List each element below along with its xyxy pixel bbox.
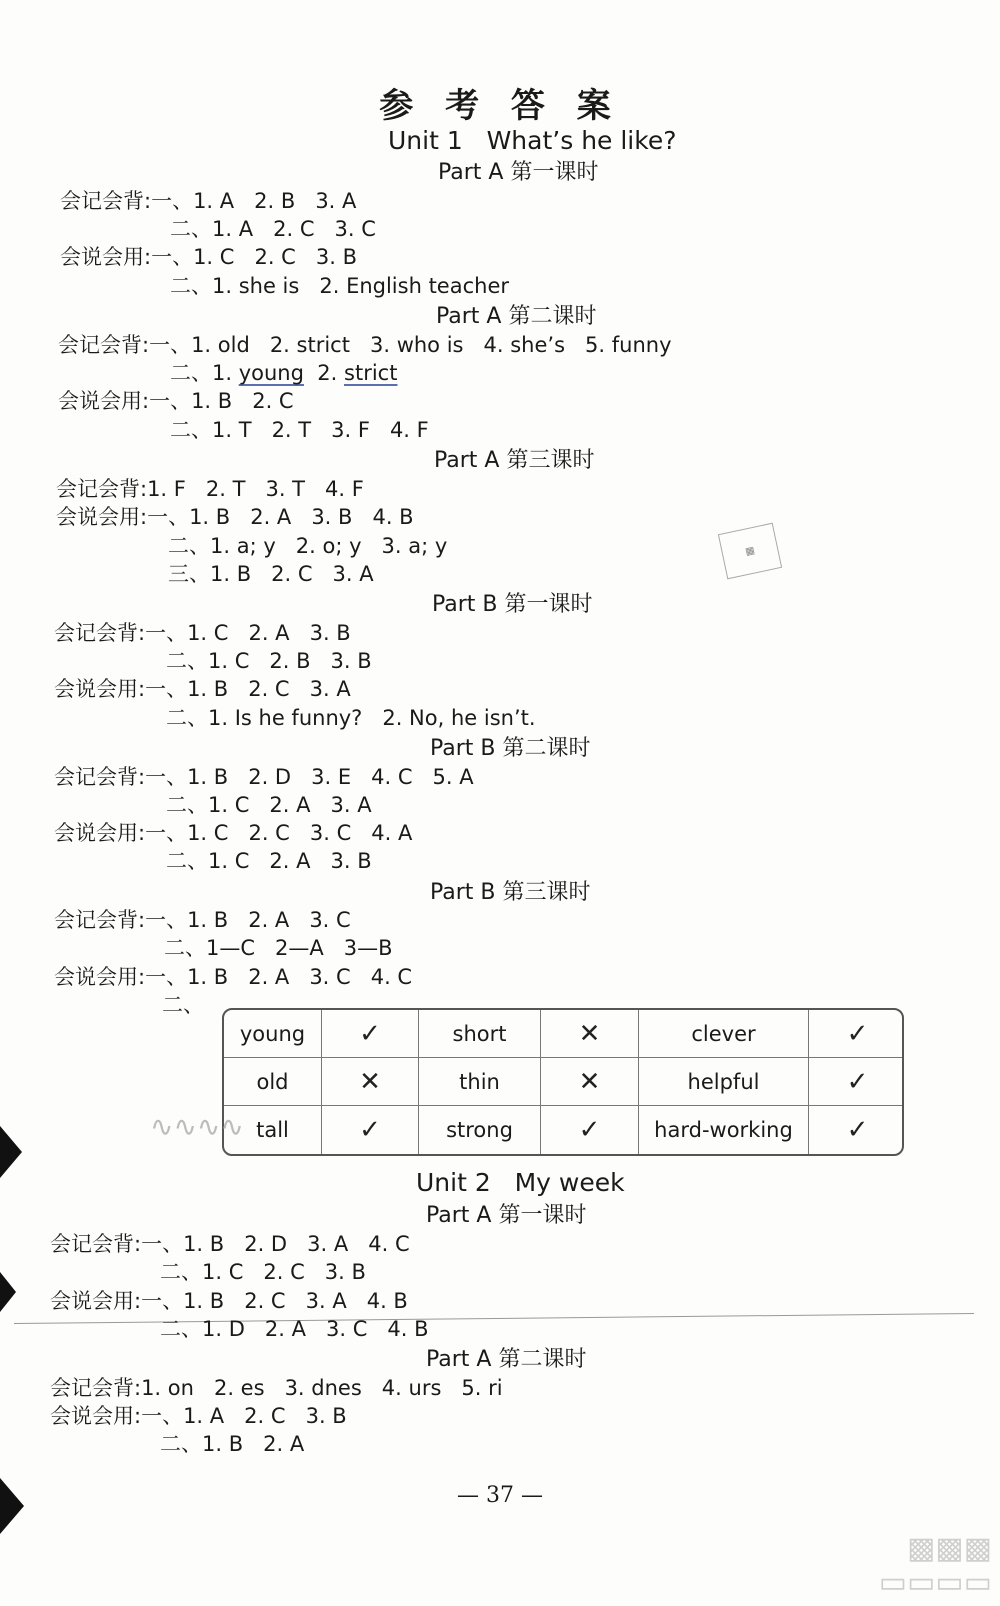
underlined-answer: strict	[344, 361, 398, 385]
page-number: — 37 —	[457, 1483, 543, 1508]
page-title: 参 考 答 案	[379, 86, 621, 126]
section-heading: Part A 第三课时	[434, 448, 595, 473]
table-cell-word: thin	[419, 1058, 541, 1106]
cross-mark-icon: ✕	[541, 1010, 639, 1058]
table-cell-word: hard-working	[639, 1106, 809, 1154]
answer-line: 会记会背:一、1. B 2. D 3. A 4. C	[50, 1232, 410, 1256]
answer-line: 二、	[162, 993, 204, 1017]
table-cell-word: strong	[419, 1106, 541, 1154]
table-cell-word: young	[224, 1010, 322, 1058]
answer-line: 二、1. T 2. T 3. F 4. F	[170, 418, 429, 442]
table-cell-word: old	[224, 1058, 322, 1106]
table-cell-word: tall	[224, 1106, 322, 1154]
scan-artifact-line	[14, 1313, 974, 1324]
corner-watermark-graphic: ▩▩▩ ▭▭▭▭	[878, 1531, 992, 1600]
section-heading: Part A 第一课时	[426, 1203, 587, 1228]
table-cell-word: short	[419, 1010, 541, 1058]
answer-line: 会记会背:1. F 2. T 3. T 4. F	[56, 477, 364, 501]
answer-line: 会记会背:一、1. B 2. A 3. C	[54, 908, 351, 932]
answer-line: 会记会背:一、1. A 2. B 3. A	[60, 189, 357, 213]
answer-line: 会说会用:一、1. B 2. A 3. B 4. B	[56, 505, 414, 529]
section-heading: Part A 第二课时	[436, 304, 597, 329]
watermark-graphic: ∿∿∿∿	[150, 1110, 244, 1143]
answer-line: 二、1—C 2—A 3—B	[164, 936, 393, 960]
section-heading: Part A 第二课时	[426, 1347, 587, 1372]
answer-line: 会记会背:一、1. old 2. strict 3. who is 4. she’s 5. funny	[58, 333, 672, 357]
answer-line: 二、1. D 2. A 3. C 4. B	[160, 1317, 429, 1341]
check-mark-icon: ✓	[322, 1010, 419, 1058]
cross-mark-icon: ✕	[541, 1058, 639, 1106]
underlined-answer: young	[238, 361, 304, 385]
cross-mark-icon: ✕	[322, 1058, 419, 1106]
answer-line: 二、1. Is he funny? 2. No, he isn’t.	[166, 706, 536, 730]
check-mark-icon: ✓	[322, 1106, 419, 1154]
answer-line: 二、1. C 2. C 3. B	[160, 1260, 366, 1284]
answer-line: 二、1. C 2. A 3. B	[166, 849, 372, 873]
answer-line: 二、1. C 2. B 3. B	[166, 649, 372, 673]
answer-line: 二、1. she is 2. English teacher	[170, 274, 510, 298]
table-cell-word: clever	[639, 1010, 809, 1058]
answer-line: 二、1. B 2. A	[160, 1432, 305, 1456]
answer-line: 会记会背:一、1. C 2. A 3. B	[54, 621, 351, 645]
answer-line: 二、1. C 2. A 3. A	[166, 793, 372, 817]
section-heading: Part B 第一课时	[432, 592, 593, 617]
scan-corner-mid	[0, 1272, 16, 1312]
answer-line: 会说会用:一、1. B 2. C 3. A 4. B	[50, 1289, 408, 1313]
answer-line: 会说会用:一、1. B 2. C 3. A	[54, 677, 351, 701]
unit-2-title: Unit 2 My week	[416, 1168, 625, 1197]
answer-line: 会说会用:一、1. B 2. A 3. C 4. C	[54, 965, 413, 989]
answer-line: 二、1. young 2. strict	[170, 361, 398, 385]
answer-line: 二、1. a; y 2. o; y 3. a; y	[168, 534, 448, 558]
check-mark-icon: ✓	[809, 1058, 904, 1106]
table-cell-word: helpful	[639, 1058, 809, 1106]
answer-line: 三、1. B 2. C 3. A	[168, 562, 374, 586]
answer-line: 二、1. A 2. C 3. C	[170, 217, 376, 241]
check-mark-icon: ✓	[809, 1010, 904, 1058]
answer-line: 会说会用:一、1. C 2. C 3. C 4. A	[54, 821, 413, 845]
scan-corner-top	[0, 1126, 22, 1178]
check-mark-icon: ✓	[541, 1106, 639, 1154]
section-heading: Part A 第一课时	[438, 160, 599, 185]
answer-line: 会说会用:一、1. A 2. C 3. B	[50, 1404, 347, 1428]
section-heading: Part B 第二课时	[430, 736, 591, 761]
answer-line: 会说会用:一、1. B 2. C	[58, 389, 294, 413]
answer-table	[222, 1008, 904, 1156]
answer-line: 会说会用:一、1. C 2. C 3. B	[60, 245, 357, 269]
unit-1-title: Unit 1 What’s he like?	[388, 126, 677, 155]
answer-line: 会记会背:一、1. B 2. D 3. E 4. C 5. A	[54, 765, 474, 789]
section-heading: Part B 第三课时	[430, 880, 591, 905]
stamp-graphic: ▦	[718, 523, 782, 580]
check-mark-icon: ✓	[846, 1115, 869, 1145]
answer-line: 会记会背:1. on 2. es 3. dnes 4. urs 5. ri	[50, 1376, 503, 1400]
